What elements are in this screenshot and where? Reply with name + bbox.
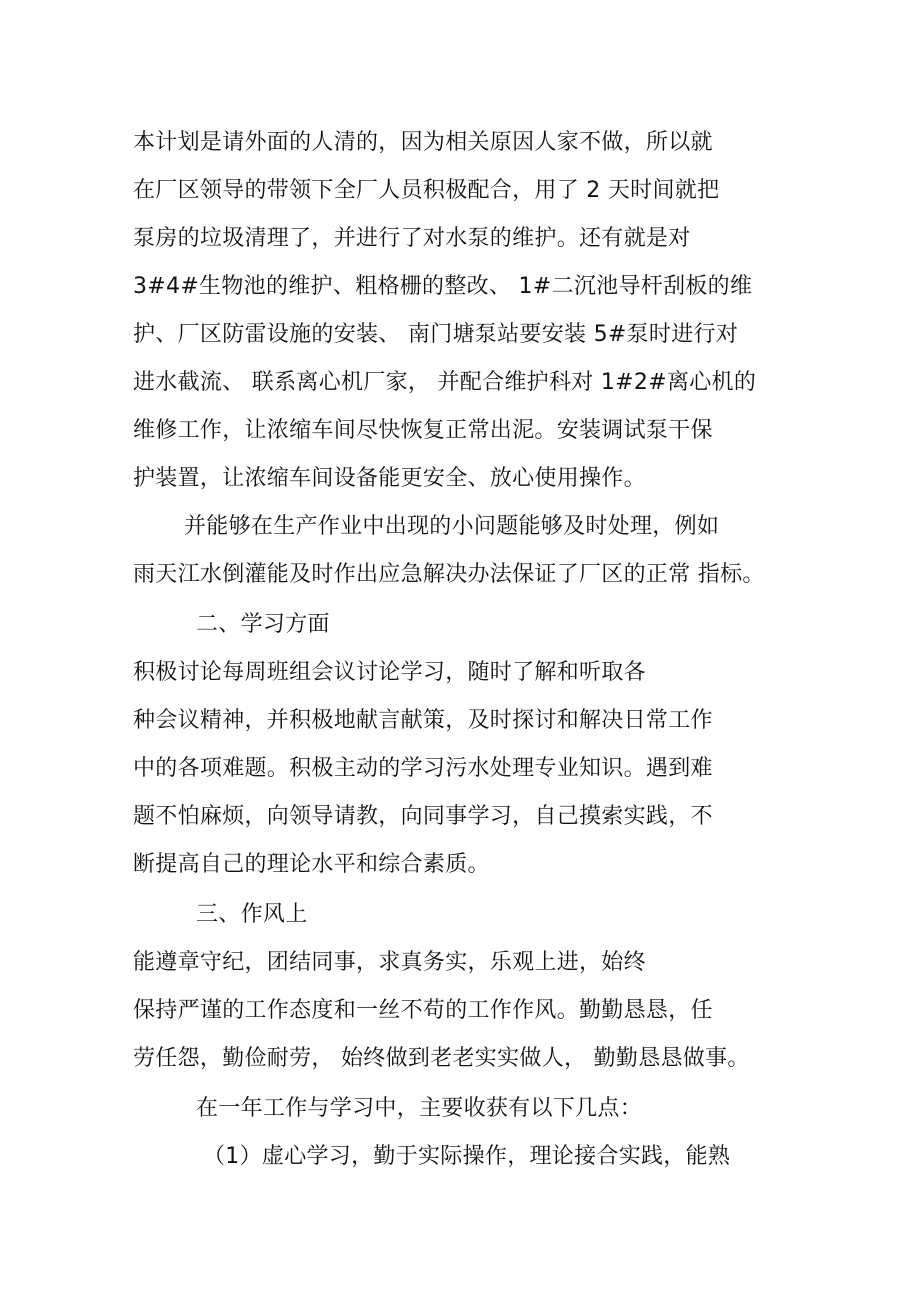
- text-line: 种会议精神，并积极地献言献策，及时探讨和解决日常工作: [133, 708, 713, 733]
- text-line: 维修工作，让浓缩车间尽快恢复正常出泥。安装调试泵干保: [133, 418, 713, 443]
- text-line: 护、厂区防雷设施的安装、 南门塘泵站要安装 5#泵时进行对: [133, 322, 739, 347]
- text-line: 雨天江水倒灌能及时作出应急解决办法保证了厂区的正常 指标。: [133, 562, 765, 587]
- text-line: 题不怕麻烦，向领导请教，向同事学习，自己摸索实践，不: [133, 804, 713, 829]
- text-line: 3#4#生物池的维护、粗格栅的整改、 1#二沉池导杆刮板的维: [133, 274, 753, 299]
- text-line: 本计划是请外面的人清的，因为相关原因人家不做，所以就: [133, 130, 713, 155]
- text-line: 能遵章守纪，团结同事，求真务实，乐观上进，始终: [133, 950, 646, 975]
- text-line: 劳任怨，勤俭耐劳， 始终做到老老实实做人， 勤勤恳恳做事。: [133, 1046, 750, 1071]
- paragraph-first-line: 在一年工作与学习中，主要收获有以下几点：: [196, 1096, 643, 1121]
- list-item: （1）虚心学习，勤于实际操作，理论接合实践，能熟: [203, 1144, 731, 1169]
- text-line: 在厂区领导的带领下全厂人员积极配合，用了 2 天时间就把: [133, 178, 720, 203]
- text-line: 泵房的垃圾清理了，并进行了对水泵的维护。还有就是对: [133, 226, 691, 251]
- text-line: 进水截流、 联系离心机厂家， 并配合维护科对 1#2#离心机的: [133, 370, 757, 395]
- text-line: 积极讨论每周班组会议讨论学习，随时了解和听取各: [133, 660, 646, 685]
- section-heading: 三、作风上: [196, 902, 308, 927]
- section-heading: 二、学习方面: [196, 612, 330, 637]
- text-line: 断提高自己的理论水平和综合素质。: [133, 852, 490, 877]
- text-line: 保持严谨的工作态度和一丝不苟的工作作风。勤勤恳恳，任: [133, 998, 713, 1023]
- paragraph-first-line: 并能够在生产作业中出现的小问题能够及时处理，例如: [184, 514, 720, 539]
- text-line: 中的各项难题。积极主动的学习污水处理专业知识。遇到难: [133, 756, 713, 781]
- text-line: 护装置，让浓缩车间设备能更安全、放心使用操作。: [133, 466, 646, 491]
